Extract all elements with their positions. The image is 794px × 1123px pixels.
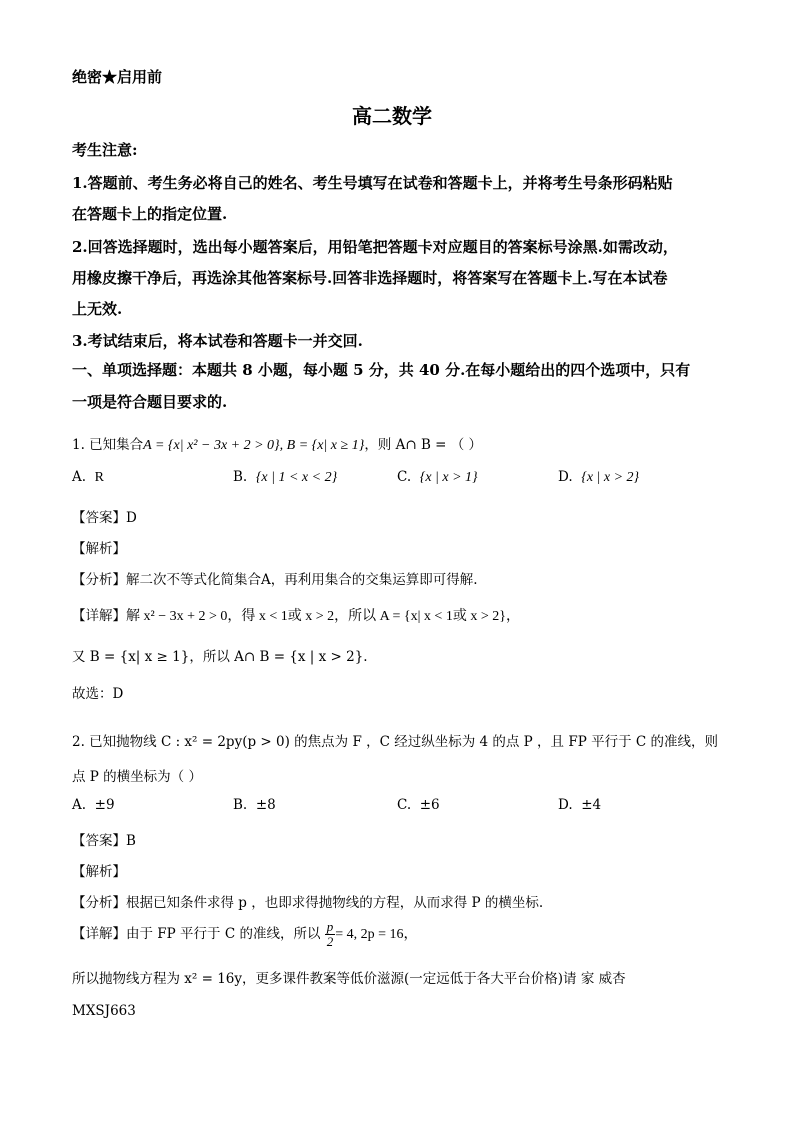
q1-fenxi: 【分析】解二次不等式化简集合A，再利用集合的交集运算即可得解. [72,572,478,588]
q2-option-a: A. ±9 [72,797,115,813]
q1-option-b: B. {x | 1 < x < 2} [233,469,338,485]
q1-answer: 【答案】D [72,510,137,526]
q2-option-d: D. ±4 [558,797,602,813]
notice-heading: 考生注意: [72,141,138,159]
q2-stem-line1: 2. 已知抛物线 C : x² = 2py(p > 0) 的焦点为 F ，C 经过纵坐标为 4 的点 P ，且 FP 平行于 C 的准线，则 [72,734,719,750]
q1-detail-line2: 又 B = {x| x ≥ 1}，所以 A∩ B = {x | x > 2}. [72,649,368,665]
section-heading-line1: 一、单项选择题：本题共 8 小题，每小题 5 分，共 40 分.在每小题给出的四个选项中，只有 [72,361,691,379]
q1-detail-line1: 【详解】解 x² − 3x + 2 > 0，得 x < 1或 x > 2，所以 A = {x| x < 1或 x > 2}， [72,608,520,624]
q2-option-c: C. ±6 [397,797,440,813]
q2-answer: 【答案】B [72,833,136,849]
notice-2-line2: 用橡皮擦干净后，再选涂其他答案标号.回答非选择题时，将答案写在答题卡上.写在本试卷 [72,269,668,287]
notice-1-line1: 1.答题前、考生务必将自己的姓名、考生号填写在试卷和答题卡上，并将考生号条形码粘贴 [72,174,673,192]
q2-fenxi: 【分析】根据已知条件求得 p ，也即求得抛物线的方程，从而求得 P 的横坐标. [72,895,544,911]
notice-2-line1: 2.回答选择题时，选出每小题答案后，用铅笔把答题卡对应题目的答案标号涂黑.如需改动， [72,238,678,256]
q1-suffix: ，则 A∩ B = （ ） [364,437,483,453]
section-heading-line2: 一项是符合题目要求的. [72,393,228,411]
notice-2-line3: 上无效. [72,300,123,318]
confidential-label: 绝密★启用前 [72,68,163,86]
q2-detail-line2: 所以抛物线方程为 x² = 16y，更多课件教案等低价滋源(一定远低于各大平台价格)请 家 威杏 [72,971,626,987]
q2-fraction: $\frac{p}{2}$ [326,919,334,949]
q1-conclusion: 故选：D [72,686,124,702]
footer-code: MXSJ663 [72,1003,136,1019]
q2-detail-line1: 【详解】由于 FP 平行于 C 的准线，所以 $\frac{p}{2}$ = 4, 2p = 16， [72,919,418,949]
q1-prefix: 1. 已知集合 [72,437,144,453]
q1-option-a: A. R [72,469,104,485]
q2-analysis-tag: 【解析】 [72,864,126,880]
q1-analysis-tag: 【解析】 [72,541,126,557]
q1-option-d: D. {x | x > 2} [558,469,640,485]
q1-stem [72,433,482,454]
q1-option-c: C. {x | x > 1} [397,469,478,485]
notice-1-line2: 在答题卡上的指定位置. [72,205,228,223]
q2-stem-line2: 点 P 的横坐标为（ ） [72,769,202,785]
q1-sets: A = {x| x² − 3x + 2 > 0}, B = {x| x ≥ 1} [143,438,365,453]
q2-option-b: B. ±8 [233,797,276,813]
notice-3-line1: 3.考试结束后，将本试卷和答题卡一并交回. [72,332,363,350]
page-title: 高二数学 [352,104,432,128]
